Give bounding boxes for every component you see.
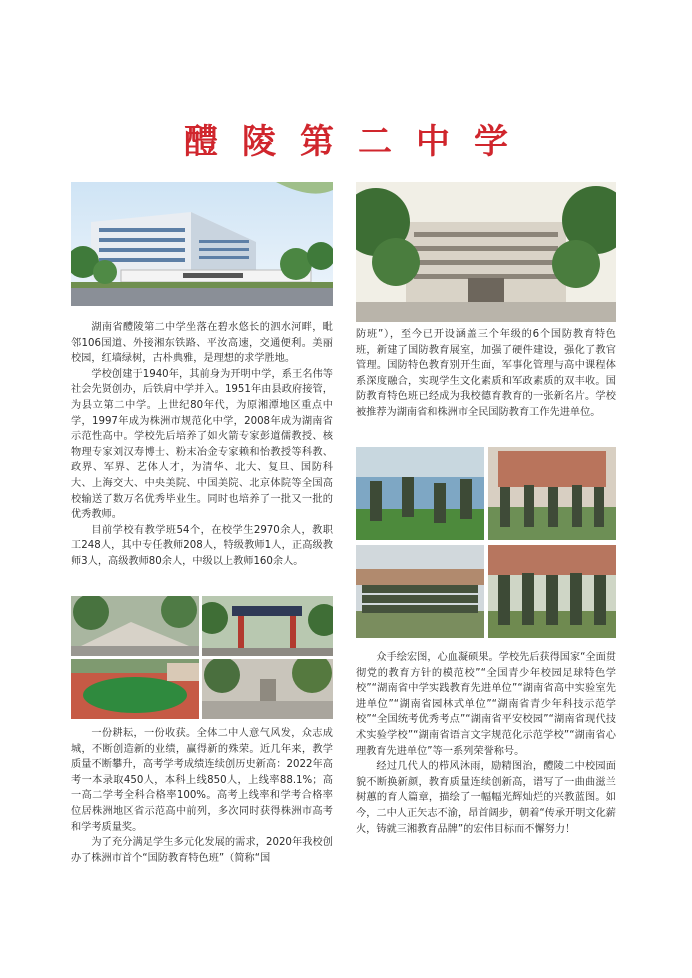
campus-gate-photo <box>202 596 333 656</box>
history-paragraph: 学校创建于1940年，其前身为开明中学，系王名伟等社会先贤创办，后铁肩中学并入。1951年由县政府接管，为县立第二中学。上世纪80年代，为原湘潭地区重点中学，1997年成为株洲市规范化中学，2008年成为湖南省示范性高中。学校先后培养了如火箭专家彭道儒教授、核物理专家刘汉寿博士、粉末冶金专家赖和怡教授等科教、政界、军界、艺体人才，为清华、北大、复旦、国防科大、上海交大、中央美院、中国美院、北京体院等全国高校输送了数万名优秀毕业生。同时也培养了一批又一批的优秀教师。 <box>71 368 333 521</box>
left-column-text-2 <box>71 726 333 866</box>
right-column-text-2 <box>356 650 616 837</box>
military-training-photo-1 <box>356 447 484 540</box>
conclusion-paragraph: 经过几代人的栉风沐雨，励精图治，醴陵二中校园面貌不断换新颜，教育质量连续创新高，谱写了一曲曲滋兰树蕙的育人篇章，描绘了一幅幅光辉灿烂的兴教蓝图。如今，二中人正矢志不渝，昂首阔步，朝着“传承开明文化薪火，铸就三湘教育品牌”的宏伟目标而不懈努力！ <box>356 761 616 835</box>
military-parade-photo-2 <box>488 545 616 638</box>
campus-sculpture-photo <box>71 596 199 656</box>
left-column-text-1 <box>71 320 333 570</box>
staff-paragraph: 目前学校有教学班54个，在校学生2970余人，教职工248人，其中专任教师208人，特级教师1人，正高级教师3人，高级教师80余人，中级以上教师160余人。 <box>71 524 333 567</box>
campus-plaza-photo <box>202 659 333 719</box>
military-parade-photo-1 <box>356 545 484 638</box>
school-building-photo <box>71 182 333 306</box>
right-column-text-1 <box>356 327 616 421</box>
military-training-photo-2 <box>488 447 616 540</box>
page-title: 醴陵第二中学 <box>184 122 532 162</box>
defense-class-continued: 防班”），至今已开设涵盖三个年级的6个国防教育特色班，新建了国防教育展室，加强了硬件建设，强化了教官管理。国防特色教育别开生面，军事化管理与高中课程体系深度融合，实现学生文化素质和军政素质的双丰收。国防教育特色班已经成为我校德育教育的一张新名片。学校被推荐为湖南省和株洲市全民国防教育工作先进单位。 <box>356 329 616 418</box>
sports-field-photo <box>71 659 199 719</box>
achievement-paragraph: 一份耕耘，一份收获。全体二中人意气风发，众志成城，不断创造新的业绩，赢得新的殊荣。近几年来，教学质量不断攀升，高考学考成绩连续创历史新高：2022年高考一本录取450人，本科上线850人，上线率88.1%；高一高二学考全科合格率100%。高考上线率和学考合格率位居株洲地区省示范高中前列，多次同时获得株洲市高考和学考质量奖。 <box>71 728 333 833</box>
defense-class-paragraph: 为了充分满足学生多元化发展的需求，2020年我校创办了株洲市首个“国防教育特色班”（简称“国 <box>71 837 333 864</box>
honors-paragraph: 众手绘宏图，心血凝硕果。学校先后获得国家“全面贯彻党的教育方针的模范校”“全国青少年校园足球特色学校”“湖南省中学实践教育先进单位”“湖南省高中实验室先进单位”“湖南省园林式单位”“湖南省青少年科技示范学校”“全国统考优秀考点”“湖南省平安校园”“湖南省现代技术实验学校”“湖南省语言文字规范化示范学校”“湖南省心理教育先进单位”等一系列荣誉称号。 <box>356 652 616 757</box>
intro-paragraph: 湖南省醴陵第二中学坐落在碧水悠长的泗水河畔，毗邻106国道、外接湘东铁路、平汝高速，交通便利。美丽校园，红墙绿树，古朴典雅，是理想的求学胜地。 <box>71 322 333 365</box>
school-courtyard-photo <box>356 182 616 322</box>
